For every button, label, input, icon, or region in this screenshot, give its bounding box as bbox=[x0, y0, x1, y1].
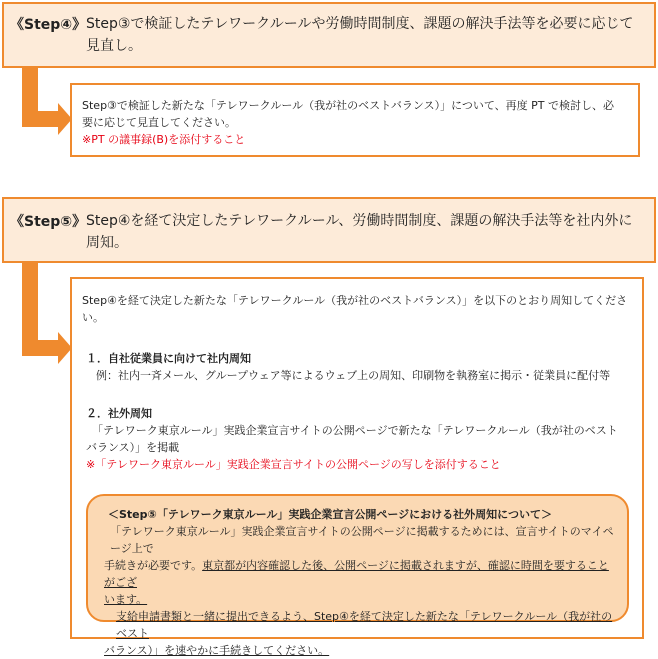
step4-body-line2: 要に応じて見直してください。 bbox=[82, 116, 236, 129]
step4-header bbox=[2, 2, 656, 68]
item2-line1: 「テレワーク東京ルール」実践企業宣言サイトの公開ページで新たな「テレワークルール（我が社のベスト bbox=[92, 424, 618, 437]
step5-intro-line1: Step④を経て決定した新たな「テレワークルール（我が社のベストバランス）」を以下のとおり周知してくださ bbox=[82, 294, 628, 307]
item2-note: ※「テレワーク東京ルール」実践企業宣言サイトの公開ページの写しを添付すること bbox=[86, 458, 501, 471]
note-box-line1: 「テレワーク東京ルール」実践企業宣言サイトの公開ページに掲載するためには、宣言サイトのマイページ上で bbox=[110, 525, 614, 555]
step4-label: 《Step④》 bbox=[10, 17, 87, 33]
step5-label: 《Step⑤》 bbox=[10, 214, 87, 230]
step4-content bbox=[70, 83, 640, 157]
step5-note-box bbox=[86, 494, 629, 657]
item2-line2: バランス）」を掲載 bbox=[86, 441, 180, 454]
note-box-line2: 手続きが必要です。東京都が内容確認した後、公開ページに掲載されますが、確認に時間を要することがござ bbox=[104, 559, 609, 589]
step4-body-line1: Step③で検証した新たな「テレワークルール（我が社のベストバランス）」について、再度 PT で検討し、必 bbox=[82, 99, 614, 112]
note-box-line4: 支給申請書類と一緒に提出できるよう、Step④を経て決定した新たな「テレワークルール（我が社のベスト bbox=[116, 610, 613, 640]
item2-title: ２．社外周知 bbox=[86, 407, 152, 420]
item1-example: 例：社内一斉メール、グループウェア等によるウェブ上の周知、印刷物を執務室に掲示・従業員に配付等 bbox=[96, 369, 611, 382]
step5-header bbox=[2, 197, 656, 263]
note-box-line3: います。 bbox=[104, 593, 148, 606]
step4-note: ※PT の議事録(B)を添付すること bbox=[82, 133, 246, 146]
step5-intro-line2: い。 bbox=[82, 311, 104, 324]
step4-title: Step③で検証したテレワークルールや労働時間制度、課題の解決手法等を必要に応じて 見直し。 bbox=[86, 16, 634, 54]
step5-title: Step④を経て決定したテレワークルール、労働時間制度、課題の解決手法等を社内外に 周知。 bbox=[86, 213, 633, 251]
note-box-title: ＜Step⑤「テレワーク東京ルール」実践企業宣言公開ページにおける社外周知について＞ bbox=[108, 508, 552, 521]
step5-content bbox=[70, 277, 644, 657]
item1-title: １．自社従業員に向けて社内周知 bbox=[86, 352, 251, 365]
note-box-line5: バランス）」を速やかに手続きしてください。 bbox=[104, 644, 330, 657]
